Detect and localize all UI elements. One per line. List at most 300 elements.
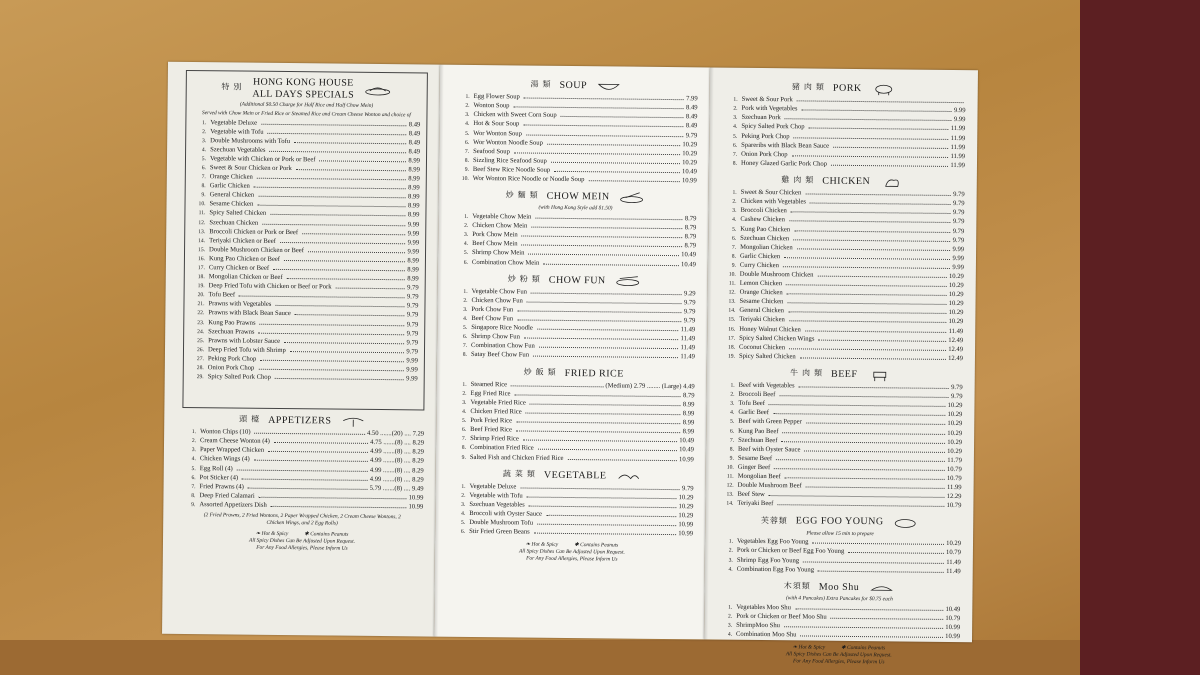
item-number: 22. [197, 310, 205, 317]
item-price: 10.29 [682, 149, 698, 158]
dot-leader [258, 196, 406, 199]
dot-leader [271, 506, 407, 508]
item-price: 8.79 [682, 392, 695, 400]
dot-leader [818, 570, 944, 572]
item-number: 7. [731, 244, 737, 251]
specials-note-served: Served with Chow Mein or Fried Rice or Steamed Rice and Cream Cheese Wonton and choice of [201, 109, 411, 119]
dot-leader [319, 160, 406, 162]
dot-leader [786, 284, 947, 287]
item-price: 8.99 [407, 275, 419, 283]
item-number: 7. [191, 483, 196, 490]
item-price: 10.29 [947, 429, 963, 437]
item-number: 18. [197, 274, 205, 281]
item-price: 10.99 [678, 521, 694, 529]
item-name: Beef Stew [737, 490, 765, 499]
item-price: 9.29 [684, 290, 696, 298]
item-number: 11. [726, 473, 734, 480]
pancake-illustration-icon [867, 581, 895, 593]
item-price: 11.99 [950, 152, 966, 160]
item-number: 5. [460, 520, 466, 527]
item-number: 12. [726, 482, 734, 489]
tree-illustration-icon [339, 415, 367, 427]
item-name: Seafood Soup [473, 147, 510, 156]
dot-leader [517, 320, 682, 323]
item-price: 11.49 [680, 353, 695, 361]
item-name: Combination Egg Foo Young [736, 565, 815, 574]
item-price: 10.99 [679, 455, 694, 463]
item-number: 12. [728, 289, 736, 296]
item-price: 4.99 .......(8) .... 8.29 [369, 466, 424, 475]
item-price: 9.99 [406, 357, 418, 365]
item-price: 10.29 [948, 309, 964, 317]
mooshu-cn-title: 木須類 [783, 581, 811, 591]
dot-leader [522, 245, 683, 248]
dot-leader [294, 142, 407, 144]
item-name: Pork or Chicken or Beef Egg Foo Young [736, 547, 845, 556]
item-name: Spicy Salted Pork Chop [207, 373, 271, 381]
item-price: 10.49 [679, 437, 695, 445]
item-name: Wonton Chips (10) [200, 428, 251, 436]
item-number: 8. [201, 183, 206, 190]
dot-leader [539, 347, 679, 349]
item-number: 4. [191, 456, 196, 463]
item-name: Onion Pork Chop [207, 364, 255, 372]
dot-leader [805, 330, 947, 332]
dot-leader [773, 414, 946, 417]
item-price: 9.99 [406, 375, 418, 383]
item-price: 9.99 [407, 248, 420, 256]
dot-leader [561, 116, 684, 118]
item-price: 10.99 [408, 503, 424, 511]
item-name: Double Mushroom Beef [737, 481, 802, 490]
beef-title: BEEF [830, 368, 858, 380]
item-price: 9.79 [683, 299, 696, 307]
item-number: 3. [191, 447, 196, 454]
dot-leader [527, 301, 682, 304]
item-price: 4.75 .......(8) .... 8.29 [370, 439, 425, 447]
item-price: 9.79 [951, 384, 963, 392]
item-price: 9.79 [953, 191, 965, 199]
dot-leader [259, 497, 407, 500]
legend-hot-middle: ❧ Hot & Spicy [525, 541, 559, 549]
item-name: Chicken Chow Mein [472, 222, 528, 230]
item-price: 9.79 [406, 311, 419, 319]
dot-leader [308, 251, 406, 253]
vegetable-illustration-icon [614, 470, 642, 482]
item-name: Pot Sticker (4) [199, 473, 239, 482]
item-price: 8.79 [684, 215, 697, 223]
item-number: 8. [191, 492, 196, 499]
item-number: 6. [201, 165, 206, 172]
item-name: Spicy Salted Chicken [738, 352, 796, 361]
item-price: 11.49 [948, 327, 964, 335]
eggfooyoung-cn-title: 芙蓉類 [760, 515, 788, 526]
chicken-cn-title: 雞 肉 類 [781, 175, 815, 185]
item-price: 8.99 [682, 401, 695, 409]
item-number: 2. [461, 492, 466, 499]
item-number: 1. [463, 288, 468, 295]
item-number: 6. [729, 428, 735, 435]
dot-leader [812, 543, 944, 545]
item-price: 10.29 [678, 494, 694, 502]
item-number: 5. [730, 419, 735, 426]
dot-leader [284, 342, 404, 344]
item-price: 4.99 .......(8) .... 8.29 [369, 475, 424, 484]
dot-leader [260, 323, 405, 326]
item-name: Szechuan Chicken [740, 234, 790, 242]
friedrice-cn-title: 炒 飯 類 [523, 367, 557, 377]
item-name: Hot & Sour Soup [473, 120, 520, 128]
specials-list [190, 119, 421, 385]
item-price: 10.49 [681, 260, 696, 268]
dot-leader [831, 617, 944, 619]
dot-leader [800, 635, 943, 637]
item-name: Vegetable Deluxe [469, 482, 517, 491]
soup-title: SOUP [559, 79, 588, 92]
dot-leader [287, 278, 406, 280]
cow-illustration-icon [865, 369, 893, 381]
dot-leader [534, 533, 677, 535]
dot-leader [524, 338, 679, 341]
item-number: 7. [464, 148, 470, 155]
item-price: 8.99 [682, 428, 695, 436]
item-name: Vegetable Chow Mein [472, 213, 532, 221]
item-price: 10.79 [946, 549, 961, 557]
dot-leader [523, 440, 677, 443]
dot-leader [543, 263, 679, 265]
rooster-illustration-icon [878, 176, 906, 188]
item-number: 10. [198, 201, 206, 208]
item-price: 4.50 .......(20) .... 7.29 [366, 430, 425, 438]
item-number: 8. [461, 445, 467, 452]
item-number: 2. [728, 613, 733, 620]
dot-leader [794, 230, 951, 233]
item-name: Mongolian Chicken [740, 243, 793, 252]
beef-cn-title: 牛 肉 類 [790, 368, 824, 378]
item-price: 10.79 [946, 474, 962, 483]
item-price: 9.99 [407, 229, 420, 238]
item-price: 9.79 [952, 200, 965, 208]
item-number: 7. [461, 436, 467, 443]
item-number: 13. [198, 228, 206, 235]
item-name: ShrimpMoo Shu [736, 621, 780, 630]
item-number: 11. [198, 210, 206, 217]
item-name: Double Mushroom Chicken [739, 270, 814, 279]
item-price: 8.79 [684, 233, 697, 241]
item-number: 15. [198, 246, 206, 253]
item-number: 18. [728, 344, 736, 351]
item-price: 11.99 [950, 125, 966, 133]
item-number: 2. [732, 198, 737, 205]
dot-leader [258, 369, 404, 372]
item-number: 3. [461, 501, 466, 508]
item-price: 11.99 [950, 161, 966, 169]
vegetable-list [451, 483, 694, 540]
item-number: 2. [733, 105, 738, 113]
dot-leader [514, 394, 681, 397]
dot-leader [259, 332, 405, 335]
dot-leader [275, 378, 404, 380]
item-price: 12.49 [948, 336, 964, 344]
item-name: Peking Pork Chop [741, 132, 790, 140]
specials-box [182, 70, 428, 411]
dot-leader [523, 125, 683, 128]
item-name: Stir Fried Green Beans [469, 528, 530, 536]
item-number: 12. [198, 219, 206, 226]
item-number: 4. [461, 510, 466, 517]
item-number: 7. [729, 437, 735, 444]
item-number: 13. [726, 491, 734, 498]
item-name: Double Mushrooms with Tofu [210, 136, 291, 145]
item-number: 2. [191, 438, 197, 445]
item-name: Sweet & Sour Chicken or Pork [209, 164, 292, 173]
footnote-spicy-right: All Spicy Dishes Can Be Adjusted Upon Request. [785, 651, 892, 659]
item-number: 4. [727, 631, 733, 638]
dot-leader [237, 469, 368, 471]
chowmein-cn-title: 炒 麵 類 [505, 190, 539, 201]
item-price: 9.79 [683, 317, 696, 325]
item-name: Ginger Beef [737, 463, 771, 472]
item-name: Satay Beef Chow Fun [470, 351, 530, 360]
item-price: 12.49 [948, 345, 964, 353]
legend-hot-right: ❧ Hot & Spicy [792, 644, 826, 651]
dot-leader [795, 608, 944, 611]
item-name: Kung Pao Beef [738, 427, 779, 435]
menu-item-row [454, 258, 696, 270]
dot-leader [788, 312, 947, 315]
eggfooyoung-title: EGG FOO YOUNG [795, 515, 884, 528]
item-name: Shrimp Chow Fun [471, 333, 520, 341]
item-number: 8. [464, 157, 470, 164]
dot-leader [833, 146, 949, 148]
item-name: Combination Chow Fun [471, 342, 535, 351]
item-number: 3. [728, 557, 733, 564]
chicken-list [721, 189, 965, 364]
item-name: Szechuan Vegetables [210, 146, 266, 154]
item-name: Chicken Fried Rice [470, 407, 522, 416]
item-number: 6. [731, 235, 737, 242]
menu-item-row [451, 528, 693, 540]
item-number: 5. [191, 465, 196, 472]
dot-leader [516, 431, 681, 434]
item-number: 4. [463, 315, 468, 323]
dot-leader [335, 288, 405, 290]
mooshu-list [718, 603, 960, 642]
item-name: Curry Chicken or Beef [208, 264, 270, 272]
item-number: 1. [461, 483, 466, 490]
item-price: 8.99 [408, 157, 421, 165]
dot-leader [514, 152, 680, 155]
dot-leader [261, 123, 407, 126]
item-name: Broccoli Beef [738, 390, 776, 399]
dot-leader [302, 233, 406, 235]
item-price: 9.79 [406, 339, 419, 347]
item-name: Teriyaki Beef [737, 500, 774, 508]
item-number: 1. [728, 539, 734, 546]
item-name: Spicy Salted Chicken [209, 209, 267, 218]
dot-leader [239, 296, 405, 299]
item-number: 11. [728, 280, 736, 287]
item-name: Tofu Beef [208, 291, 236, 299]
appetizers-title: APPETIZERS [268, 414, 332, 427]
item-number: 2. [730, 391, 735, 398]
item-price: 11.49 [680, 335, 696, 343]
item-number: 2. [464, 223, 469, 230]
footnote-allergies-right: For Any Food Allergies, Please Inform Us [793, 658, 885, 666]
item-price: 8.99 [407, 202, 420, 210]
item-price: 9.99 [407, 239, 420, 247]
item-name: Beef Chow Fun [471, 315, 514, 323]
item-price: 11.99 [950, 143, 966, 151]
legend-peanuts-middle: ✱ Contains Peanuts [574, 542, 619, 549]
item-price: 11.49 [946, 567, 961, 575]
item-name: Mongolian Chicken or Beef [208, 273, 283, 282]
item-price: 9.99 [953, 107, 966, 115]
item-name: Chicken with Vegetables [740, 197, 807, 206]
item-name: Honey Glazed Garlic Pork Chop [740, 159, 828, 168]
item-price: 8.99 [682, 410, 695, 418]
item-number: 5. [201, 156, 207, 163]
item-number: 4. [730, 410, 735, 417]
item-number: 4. [201, 146, 207, 153]
footnote-spicy: All Spicy Dishes Can Be Adjusted Upon Request. [249, 537, 355, 545]
dot-leader [520, 487, 680, 490]
item-price: 10.29 [947, 420, 963, 428]
item-number: 5. [462, 417, 467, 425]
appetizers-list [181, 428, 424, 512]
chopsticks-illustration-icon [614, 275, 642, 287]
item-price: 9.79 [683, 308, 696, 316]
item-number: 28. [196, 365, 204, 372]
soup-list [455, 93, 698, 186]
item-price: 8.99 [682, 419, 695, 427]
dot-leader [806, 423, 946, 425]
item-number: 1. [728, 604, 733, 611]
item-price: 10.79 [946, 465, 962, 474]
item-name: General Chicken [739, 307, 784, 315]
item-name: Fried Prawns (4) [199, 482, 244, 491]
item-number: 2. [728, 548, 733, 555]
item-name: Sizzling Rice Seafood Soup [472, 156, 547, 165]
item-name: Szechuan Chicken [209, 218, 259, 227]
item-number: 3. [462, 399, 467, 406]
dot-leader [787, 293, 947, 296]
item-number: 3. [465, 112, 470, 119]
menu-brochure [162, 62, 978, 666]
item-number: 6. [463, 259, 468, 266]
item-name: Broccoli Chicken [740, 207, 787, 215]
item-price: 9.99 [952, 245, 965, 253]
dot-leader [785, 119, 952, 122]
item-number: 6. [191, 474, 196, 481]
item-name: Sweet & Sour Pork [741, 95, 793, 104]
egg-dish-illustration-icon [892, 516, 920, 528]
item-name: Singapore Rice Noodle [471, 324, 533, 332]
item-name: Beef Stew Rice Noodle Soup [472, 165, 551, 174]
item-name: Pork with Vegetables [741, 105, 798, 113]
item-name: Shrimp Chow Mein [471, 249, 525, 257]
item-price: 8.99 [408, 193, 420, 201]
item-number: 1. [462, 381, 467, 388]
dot-leader [810, 203, 951, 205]
item-price: 5.79 .......(8) .... 9.49 [369, 484, 424, 493]
item-name: Beef with Green Pepper [738, 418, 802, 426]
dot-leader [789, 221, 951, 224]
item-name: Chicken with Sweet Corn Soup [473, 111, 557, 120]
dot-leader [546, 515, 676, 517]
eggfooyoung-note: Please allow 15 min to prepare [806, 530, 874, 537]
item-number: 5. [733, 133, 738, 140]
menu-item-row [190, 373, 418, 384]
pork-title: PORK [832, 82, 862, 95]
item-number: 1. [191, 429, 197, 436]
item-price: 9.79 [685, 131, 698, 139]
item-name: Combination Chow Mein [471, 258, 540, 267]
item-name: Deep Fried Tofu with Shrimp [207, 346, 286, 354]
item-number: 5. [465, 130, 470, 137]
item-name: Wor Wonton Rice Noodle or Noodle Soup [472, 175, 585, 184]
item-name: Peking Pork Chop [207, 355, 257, 363]
dot-leader [794, 137, 949, 140]
item-price: 8.79 [684, 242, 697, 250]
dot-leader [804, 450, 945, 452]
item-name: Beef with Vegetables [738, 381, 795, 390]
item-number: 1. [465, 94, 470, 101]
item-name: Sweet & Sour Chicken [740, 188, 802, 197]
item-name: Double Mushroom Chicken or Beef [209, 246, 304, 255]
item-price: 9.79 [406, 293, 419, 301]
noodle-illustration-icon [618, 191, 646, 203]
item-number: 3. [732, 208, 737, 215]
item-name: Pork Fried Rice [470, 417, 513, 425]
item-name: Kung Pao Chicken [740, 225, 791, 233]
dot-leader [817, 276, 947, 278]
item-name: Beef Chow Mein [472, 240, 518, 248]
item-name: Prawns with Black Bean Sauce [208, 309, 291, 318]
item-number: 8. [731, 253, 737, 260]
dish-illustration-icon [364, 83, 392, 95]
item-name: Sesame Chicken [209, 200, 254, 209]
item-name: Salted Fish and Chicken Fried Rice [469, 453, 564, 462]
item-price: 10.29 [678, 503, 694, 511]
item-number: 1. [730, 382, 735, 389]
item-price: (Medium) 2.79 ........ (Large) 4.49 [605, 382, 695, 391]
item-number: 9. [201, 192, 206, 199]
item-price: 11.49 [680, 344, 696, 352]
item-price: 10.29 [948, 272, 964, 281]
chili-icon: ❧ [525, 541, 531, 548]
asterisk-icon: ✱ [841, 644, 846, 651]
item-name: General Chicken [209, 191, 255, 199]
dot-leader [296, 169, 407, 171]
dot-leader [529, 506, 677, 509]
dot-leader [526, 413, 681, 416]
item-number: 10. [726, 464, 734, 471]
item-price: 10.79 [946, 502, 962, 510]
chowfun-list [453, 288, 696, 363]
item-number: 1. [732, 189, 737, 196]
item-number: 26. [196, 346, 205, 354]
item-name: Broccoli Chicken or Pork or Beef [209, 227, 299, 236]
soup-cn-title: 湯 類 [530, 79, 552, 90]
item-number: 7. [732, 151, 738, 158]
item-price: 10.29 [947, 411, 963, 419]
item-price: 12.29 [946, 493, 962, 501]
item-number: 6. [732, 142, 738, 149]
dot-leader [797, 248, 951, 251]
item-number: 15. [728, 317, 736, 324]
pork-cn-title: 豬 肉 類 [791, 82, 825, 92]
